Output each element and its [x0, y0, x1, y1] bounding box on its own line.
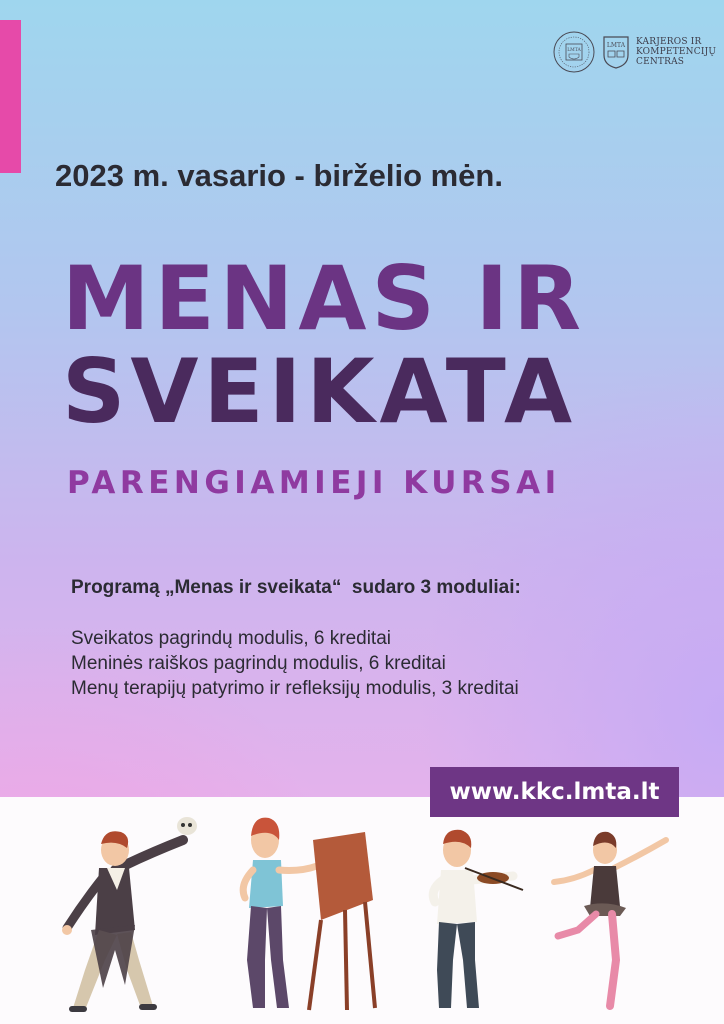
module-item: Menų terapijų patyrimo ir refleksijų modulis, 3 kreditai: [71, 678, 519, 699]
module-list: [71, 626, 519, 701]
module-item: Meninės raiškos pagrindų modulis, 6 kreditai: [71, 653, 446, 674]
ballerina-illustration: [550, 810, 710, 1015]
violinist-illustration: [405, 810, 565, 1015]
center-name-line: CENTRAS: [636, 57, 685, 67]
painter-at-easel-illustration: [225, 810, 385, 1015]
lmta-seal-logo: [552, 30, 596, 74]
center-name-line: KOMPETENCIJŲ: [636, 47, 717, 57]
module-item: Sveikatos pagrindų modulis, 6 kreditai: [71, 628, 392, 649]
actor-with-skull-illustration: [55, 810, 215, 1015]
logos: [552, 30, 716, 74]
seal-text: LMTA: [567, 48, 581, 53]
center-name: [636, 37, 716, 67]
poster-title: [62, 247, 586, 443]
program-heading: Programą „Menas ir sveikata“ sudaro 3 moduliai:: [71, 577, 521, 598]
pink-accent-bar: [0, 20, 21, 173]
course-date: 2023 m. vasario - birželio mėn.: [55, 158, 503, 193]
website-url[interactable]: www.kkc.lmta.lt: [449, 779, 660, 805]
lmta-shield-logo: [602, 35, 630, 69]
shield-text: LMTA: [606, 42, 626, 49]
title-line-2: SVEIKATA: [62, 340, 578, 443]
center-name-line: KARJEROS IR: [636, 37, 702, 47]
poster-subtitle: PARENGIAMIEJI KURSAI: [67, 465, 561, 501]
title-line-1: MENAS IR: [62, 247, 586, 350]
